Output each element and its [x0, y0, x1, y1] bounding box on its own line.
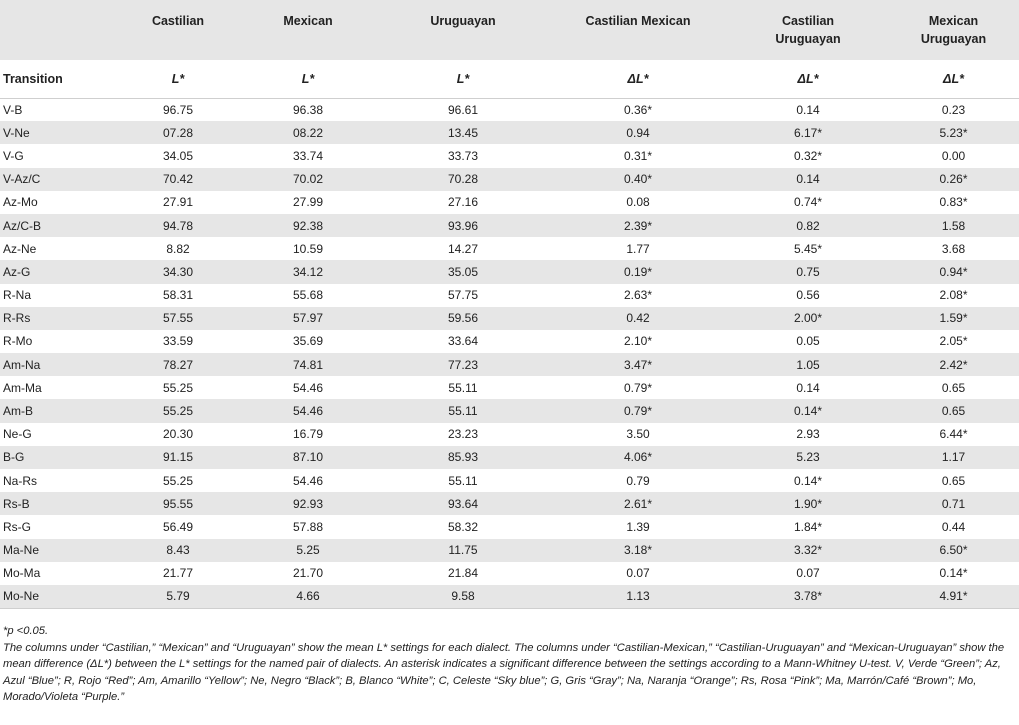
- cell-uruguayan: 33.64: [447, 334, 479, 349]
- table-row: [0, 191, 1019, 214]
- cell-uruguayan: 55.11: [448, 473, 478, 488]
- cell-uruguayan: 23.23: [447, 427, 479, 442]
- cell-castilian-mexican: 0.31*: [623, 148, 653, 163]
- table-row: [0, 446, 1019, 469]
- cell-mexican-uruguayan: 0.65: [941, 473, 966, 488]
- significance-note: *p <0.05.: [3, 625, 49, 637]
- cell-mexican-uruguayan: 2.05*: [939, 334, 968, 349]
- table-row: [0, 237, 1019, 260]
- cell-transition: Az-Mo: [3, 195, 38, 210]
- header-cell-empty: [0, 0, 118, 60]
- table-row: [0, 585, 1019, 608]
- cell-mexican-uruguayan: 1.58: [941, 218, 966, 233]
- cell-transition: Ne-G: [3, 427, 32, 442]
- cell-castilian: 55.25: [162, 473, 194, 488]
- cell-mexican: 92.38: [292, 218, 324, 233]
- cell-mexican: 74.81: [292, 357, 324, 372]
- cell-castilian: 96.75: [162, 102, 194, 117]
- cell-uruguayan: 27.16: [447, 195, 479, 210]
- cell-castilian: 91.15: [162, 450, 194, 465]
- cell-castilian: 8.43: [166, 543, 190, 558]
- cell-mexican: 10.59: [292, 241, 324, 256]
- cell-mexican-uruguayan: 1.59*: [939, 311, 968, 326]
- cell-transition: R-Na: [3, 288, 32, 303]
- header-castilian-mexican: Castilian Mexican: [585, 14, 691, 28]
- header-l-castilian: L*: [171, 72, 185, 86]
- header-mexican: Mexican: [283, 14, 333, 28]
- cell-mexican-uruguayan: 0.83*: [939, 195, 968, 210]
- cell-castilian-uruguayan: 5.23: [796, 450, 820, 465]
- header-castilian-uruguayan: [728, 0, 888, 60]
- cell-mexican-uruguayan: 5.23*: [939, 125, 968, 140]
- table-row: [0, 376, 1019, 399]
- table-notes: [3, 623, 1013, 706]
- cell-mexican: 08.22: [292, 125, 324, 140]
- cell-uruguayan: 14.27: [447, 241, 479, 256]
- cell-castilian: 95.55: [162, 496, 194, 511]
- cell-castilian-mexican: 2.63*: [623, 288, 653, 303]
- table-row: [0, 469, 1019, 492]
- cell-castilian-mexican: 2.61*: [623, 496, 653, 511]
- cell-mexican-uruguayan: 0.71: [941, 496, 966, 511]
- table-row: [0, 284, 1019, 307]
- cell-mexican: 96.38: [292, 102, 324, 117]
- cell-transition: Rs-G: [3, 519, 31, 534]
- cell-transition: V-Az/C: [3, 172, 41, 187]
- cell-uruguayan: 33.73: [447, 148, 479, 163]
- cell-mexican: 54.46: [292, 404, 324, 419]
- cell-castilian-mexican: 0.19*: [623, 264, 653, 279]
- cell-castilian-uruguayan: 0.05: [796, 334, 820, 349]
- cell-transition: R-Rs: [3, 311, 31, 326]
- table-row: [0, 492, 1019, 515]
- cell-castilian-uruguayan: 0.14: [796, 102, 820, 117]
- header-dl-castilian-uruguayan: ΔL*: [797, 72, 819, 86]
- cell-castilian-mexican: 1.39: [626, 519, 650, 534]
- header-mexican-uruguayan-text: Mexican Uruguayan: [920, 14, 987, 46]
- table-row: [0, 399, 1019, 422]
- explanation-note: The columns under “Castilian,” “Mexican” and “Uruguayan” show the mean L* settings for each dialect. The columns under “Castilian-Mexican,” “Castilian-Uruguayan” and “Mexican-Uruguayan” show the mean difference (ΔL*) between the L* settings for the named pair of dialects. An asterisk indicates a significant difference between the settings according to a Mann-Whitney U-test. V, Verde “Green”; Az, Azul “Blue”; R, Rojo “Red”; Am, Amarillo “Yellow”; Ne, Negro “Black”; B, Blanco “White”; C, Celeste “Sky blue”; G, Gris “Gray”; Na, Naranja “Orange”; Rs, Rosa “Pink”; Ma, Marrón/Café “Brown”; Mo, Morado/Violeta “Purple.”: [3, 641, 1005, 703]
- table-row: [0, 330, 1019, 353]
- cell-castilian: 5.79: [166, 589, 190, 604]
- cell-castilian: 55.25: [162, 404, 194, 419]
- cell-castilian-mexican: 4.06*: [623, 450, 653, 465]
- table-row: [0, 562, 1019, 585]
- cell-castilian-uruguayan: 0.14*: [793, 473, 823, 488]
- cell-castilian-mexican: 0.79: [626, 473, 650, 488]
- table-row: [0, 98, 1019, 121]
- table-row: [0, 121, 1019, 144]
- cell-transition: Mo-Ne: [3, 589, 40, 604]
- cell-uruguayan: 96.61: [447, 102, 479, 117]
- cell-mexican: 21.70: [292, 566, 324, 581]
- cell-castilian-mexican: 0.36*: [623, 102, 653, 117]
- cell-transition: Am-Na: [3, 357, 41, 372]
- cell-castilian: 57.55: [162, 311, 194, 326]
- cell-transition: Rs-B: [3, 496, 30, 511]
- cell-transition: Am-B: [3, 404, 33, 419]
- cell-mexican-uruguayan: 0.23: [941, 102, 966, 117]
- table-row: [0, 144, 1019, 167]
- cell-mexican-uruguayan: 2.42*: [939, 357, 968, 372]
- table-row: [0, 539, 1019, 562]
- cell-mexican: 70.02: [292, 172, 324, 187]
- cell-castilian-mexican: 0.79*: [623, 404, 653, 419]
- cell-mexican: 35.69: [292, 334, 324, 349]
- cell-uruguayan: 13.45: [447, 125, 479, 140]
- table-row: [0, 515, 1019, 538]
- cell-castilian-mexican: 1.13: [626, 589, 650, 604]
- cell-castilian: 78.27: [162, 357, 194, 372]
- cell-mexican: 57.88: [292, 519, 324, 534]
- cell-mexican-uruguayan: 0.44: [941, 519, 966, 534]
- cell-mexican-uruguayan: 6.50*: [939, 543, 968, 558]
- header-castilian-uruguayan-text: Castilian Uruguayan: [775, 14, 841, 46]
- cell-transition: Na-Rs: [3, 473, 38, 488]
- cell-castilian: 34.05: [162, 148, 194, 163]
- cell-transition: Ma-Ne: [3, 543, 40, 558]
- cell-castilian: 33.59: [162, 334, 194, 349]
- table-row: [0, 423, 1019, 446]
- cell-castilian-uruguayan: 1.05: [796, 357, 820, 372]
- header-mexican-uruguayan: [888, 0, 1019, 60]
- cell-castilian: 58.31: [162, 288, 194, 303]
- cell-uruguayan: 59.56: [447, 311, 479, 326]
- cell-castilian-uruguayan: 3.32*: [793, 543, 823, 558]
- cell-castilian: 56.49: [162, 519, 194, 534]
- cell-castilian-uruguayan: 0.74*: [793, 195, 823, 210]
- cell-castilian-mexican: 3.18*: [623, 543, 653, 558]
- table-row: [0, 260, 1019, 283]
- cell-mexican: 92.93: [292, 496, 324, 511]
- cell-mexican-uruguayan: 2.08*: [939, 288, 968, 303]
- cell-castilian-mexican: 1.77: [626, 241, 650, 256]
- header-l-uruguayan: L*: [456, 72, 470, 86]
- cell-transition: Az-G: [3, 264, 31, 279]
- cell-castilian-mexican: 2.10*: [623, 334, 653, 349]
- cell-mexican-uruguayan: 0.94*: [939, 264, 968, 279]
- cell-transition: V-G: [3, 148, 24, 163]
- cell-mexican: 54.46: [292, 380, 324, 395]
- cell-castilian: 27.91: [162, 195, 194, 210]
- cell-castilian-uruguayan: 0.75: [796, 264, 820, 279]
- cell-castilian: 07.28: [162, 125, 194, 140]
- cell-uruguayan: 11.75: [448, 543, 478, 558]
- cell-transition: B-G: [3, 450, 25, 465]
- cell-castilian-uruguayan: 1.84*: [793, 519, 823, 534]
- cell-uruguayan: 57.75: [447, 288, 479, 303]
- cell-mexican: 34.12: [292, 264, 324, 279]
- cell-castilian-uruguayan: 5.45*: [793, 241, 823, 256]
- cell-castilian-uruguayan: 2.00*: [793, 311, 823, 326]
- cell-mexican: 4.66: [296, 589, 320, 604]
- cell-uruguayan: 93.64: [447, 496, 479, 511]
- cell-castilian-uruguayan: 2.93: [796, 427, 820, 442]
- cell-castilian-mexican: 0.94: [626, 125, 650, 140]
- cell-castilian-uruguayan: 6.17*: [793, 125, 823, 140]
- cell-castilian-mexican: 3.50: [626, 427, 650, 442]
- cell-castilian-mexican: 0.79*: [623, 380, 653, 395]
- cell-mexican: 54.46: [292, 473, 324, 488]
- cell-castilian-mexican: 0.07: [626, 566, 650, 581]
- cell-uruguayan: 35.05: [447, 264, 479, 279]
- table-row: [0, 353, 1019, 376]
- cell-mexican-uruguayan: 4.91*: [939, 589, 968, 604]
- cell-castilian: 8.82: [166, 241, 190, 256]
- cell-uruguayan: 9.58: [451, 589, 475, 604]
- cell-castilian: 70.42: [162, 172, 194, 187]
- cell-uruguayan: 21.84: [447, 566, 479, 581]
- cell-castilian-uruguayan: 0.14*: [793, 404, 823, 419]
- cell-mexican: 57.97: [292, 311, 324, 326]
- cell-uruguayan: 55.11: [448, 380, 478, 395]
- table-row: [0, 168, 1019, 191]
- cell-castilian-mexican: 0.42: [626, 311, 650, 326]
- cell-castilian: 55.25: [162, 380, 194, 395]
- cell-mexican-uruguayan: 0.26*: [939, 172, 968, 187]
- cell-transition: Mo-Ma: [3, 566, 41, 581]
- cell-mexican-uruguayan: 3.68: [941, 241, 966, 256]
- cell-mexican-uruguayan: 0.00: [941, 148, 966, 163]
- cell-mexican-uruguayan: 0.65: [941, 380, 966, 395]
- cell-uruguayan: 85.93: [447, 450, 479, 465]
- cell-mexican: 33.74: [292, 148, 324, 163]
- cell-mexican: 27.99: [292, 195, 324, 210]
- cell-transition: V-B: [3, 102, 23, 117]
- cell-mexican-uruguayan: 0.14*: [939, 566, 968, 581]
- header-l-mexican: L*: [301, 72, 315, 86]
- cell-castilian: 21.77: [162, 566, 194, 581]
- header-castilian: Castilian: [151, 14, 205, 28]
- cell-castilian-uruguayan: 3.78*: [793, 589, 823, 604]
- cell-castilian-uruguayan: 0.14: [796, 172, 820, 187]
- header-dl-mexican-uruguayan: ΔL*: [943, 72, 964, 86]
- cell-transition: R-Mo: [3, 334, 33, 349]
- cell-castilian-mexican: 2.39*: [623, 218, 653, 233]
- cell-castilian-uruguayan: 0.07: [796, 566, 820, 581]
- cell-uruguayan: 55.11: [448, 404, 478, 419]
- cell-transition: V-Ne: [3, 125, 30, 140]
- cell-mexican-uruguayan: 0.65: [941, 404, 966, 419]
- cell-mexican: 16.79: [292, 427, 324, 442]
- table-row: [0, 214, 1019, 237]
- table-body: [0, 98, 1019, 608]
- cell-castilian: 94.78: [162, 218, 194, 233]
- cell-transition: Am-Ma: [3, 380, 42, 395]
- cell-castilian-mexican: 0.40*: [623, 172, 653, 187]
- header-row-dialects: [0, 0, 1019, 60]
- header-transition: Transition: [3, 72, 63, 86]
- cell-castilian: 20.30: [162, 427, 194, 442]
- cell-castilian-uruguayan: 0.56: [796, 288, 820, 303]
- cell-uruguayan: 58.32: [447, 519, 479, 534]
- cell-uruguayan: 77.23: [447, 357, 479, 372]
- cell-castilian-uruguayan: 0.82: [796, 218, 820, 233]
- cell-castilian: 34.30: [162, 264, 194, 279]
- header-dl-castilian-mexican: ΔL*: [627, 72, 649, 86]
- cell-uruguayan: 93.96: [447, 218, 479, 233]
- table-row: [0, 307, 1019, 330]
- cell-transition: Az/C-B: [3, 218, 42, 233]
- header-uruguayan: Uruguayan: [430, 14, 496, 28]
- cell-castilian-mexican: 3.47*: [623, 357, 653, 372]
- cell-uruguayan: 70.28: [447, 172, 479, 187]
- cell-mexican: 87.10: [292, 450, 324, 465]
- header-row-measures: [0, 60, 1019, 98]
- cell-transition: Az-Ne: [3, 241, 37, 256]
- cell-castilian-uruguayan: 0.32*: [793, 148, 823, 163]
- cell-castilian-mexican: 0.08: [626, 195, 650, 210]
- cell-mexican-uruguayan: 1.17: [941, 450, 966, 465]
- cell-mexican: 55.68: [292, 288, 324, 303]
- cell-castilian-uruguayan: 1.90*: [793, 496, 823, 511]
- cell-castilian-uruguayan: 0.14: [796, 380, 820, 395]
- cell-mexican-uruguayan: 6.44*: [939, 427, 968, 442]
- cell-mexican: 5.25: [296, 543, 320, 558]
